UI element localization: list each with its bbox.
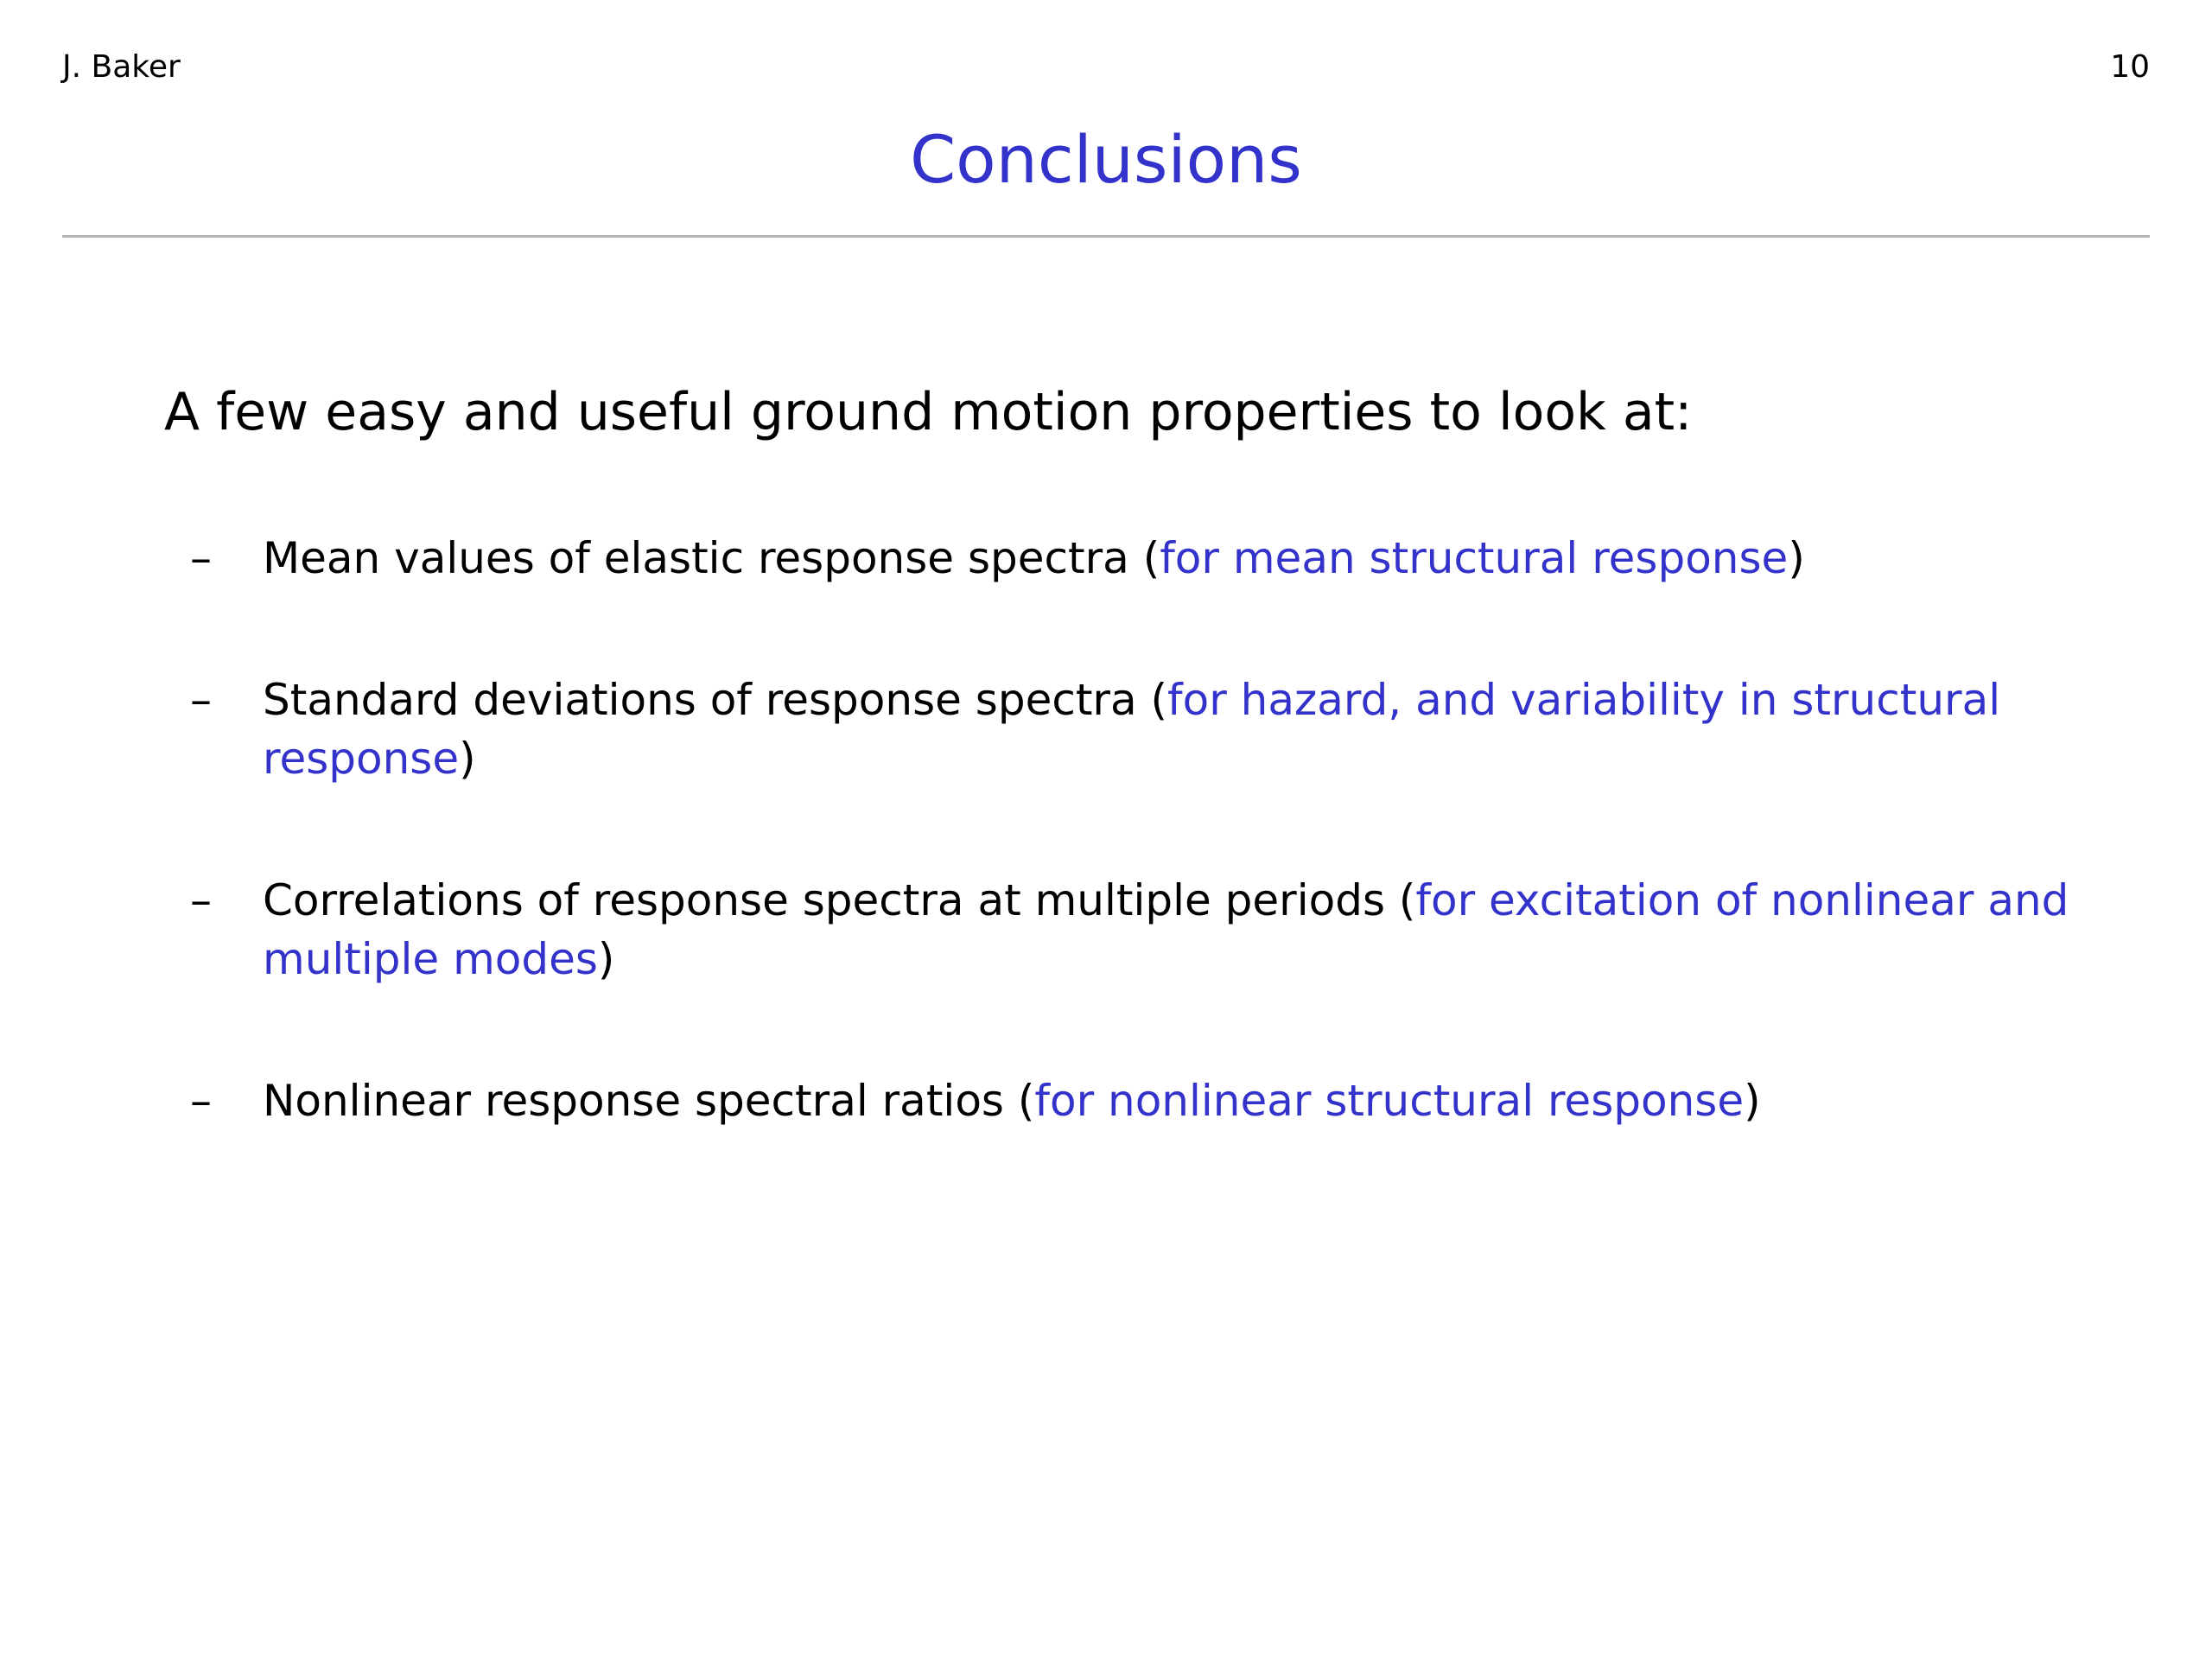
bullet-paren-close: ) [1744,1076,1761,1126]
author-label: J. Baker [62,49,181,85]
bullet-note: for hazard, and variability in structural response [263,675,2001,784]
intro-text: A few easy and useful ground motion properties to look at: [164,382,1693,442]
bullet-text: Mean values of elastic response spectra [263,533,1129,583]
bullet-paren-close: ) [1788,533,1805,583]
bullet-note: for nonlinear structural response [1034,1076,1745,1126]
bullet-note: for mean structural response [1160,533,1789,583]
bullet-paren-close: ) [459,734,476,784]
bullet-text: Standard deviations of response spectra [263,675,1137,725]
list-item [190,1071,2091,1130]
bullet-paren-close: ) [597,934,615,984]
bullet-text: Correlations of response spectra at multiple periods [263,875,1385,925]
bullet-dash: – [190,875,212,925]
list-item [190,529,2091,588]
bullet-paren-open: ( [1385,875,1416,925]
list-item [190,671,2091,788]
bullet-dash: – [190,675,212,725]
bullet-paren-open: ( [1003,1076,1035,1126]
page-number: 10 [2110,49,2150,85]
list-item [190,871,2091,988]
bullet-text: Nonlinear response spectral ratios [263,1076,1004,1126]
bullet-dash: – [190,1076,212,1126]
bullet-dash: – [190,533,212,583]
bullet-paren-open: ( [1136,675,1168,725]
slide-title: Conclusions [910,121,1302,198]
title-divider [62,235,2150,238]
bullet-paren-open: ( [1128,533,1160,583]
bullet-note: for excitation of nonlinear and multiple modes [263,875,2069,984]
conclusion-list [190,529,2091,1130]
